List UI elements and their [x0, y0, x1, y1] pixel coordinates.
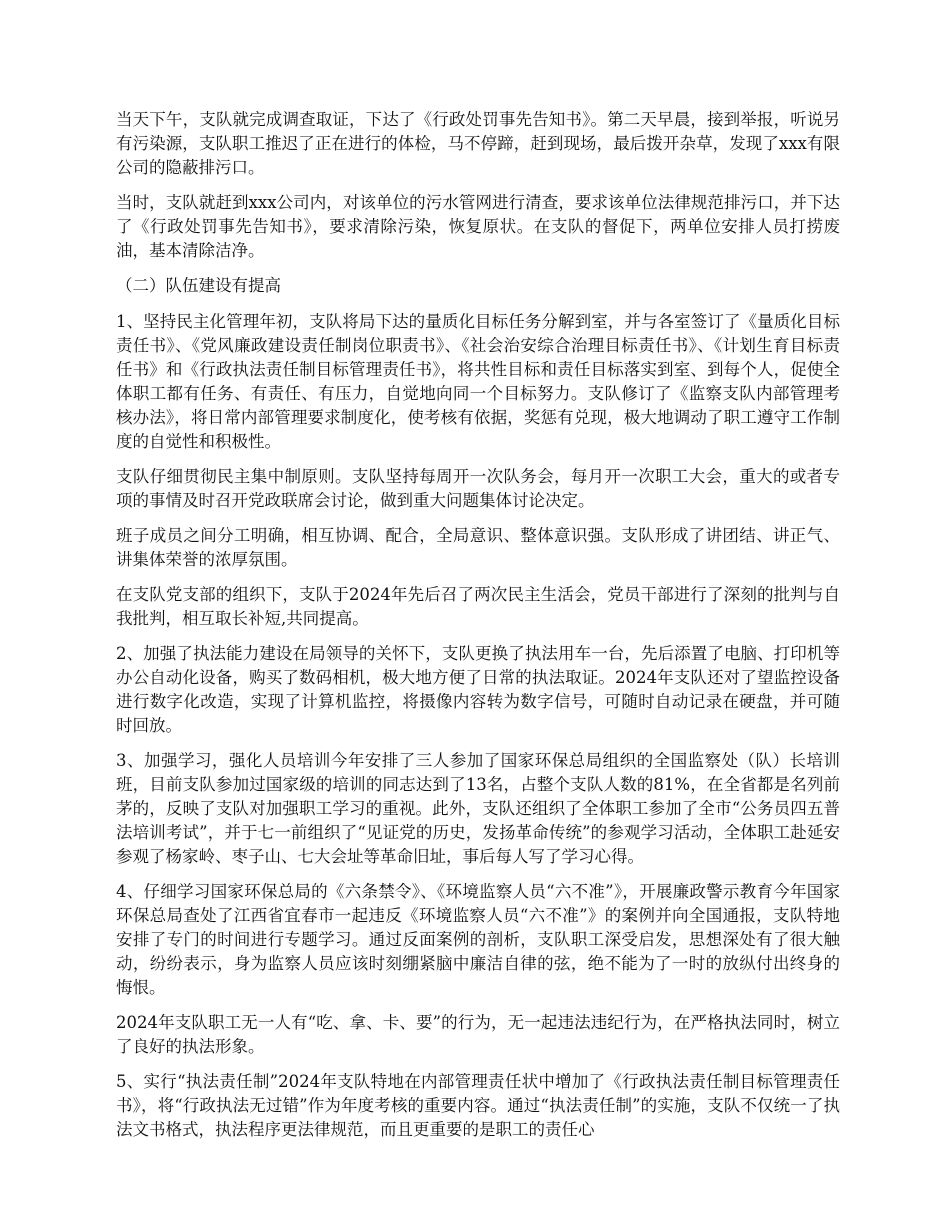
- paragraph-4: 支队仔细贯彻民主集中制原则。支队坚持每周开一次队务会，每月开一次职工大会，重大的或者专项的事情及时召开党政联席会讨论，做到重大问题集体讨论决定。: [116, 467, 840, 510]
- paragraph-10: 2024年支队职工无一人有“吃、拿、卡、要”的行为，无一起违法违纪行为，在严格执法同时，树立了良好的执法形象。: [116, 1013, 840, 1056]
- paragraph-7: 2、加强了执法能力建设在局领导的关怀下，支队更换了执法用车一台，先后添置了电脑、打印机等办公自动化设备，购买了数码相机，极大地方便了日常的执法取证。2024年支队还对了望监控设备进行数字化改造，实现了计算机监控，将摄像内容转为数字信号，可随时自动记录在硬盘，并可随时回放。: [116, 644, 840, 735]
- section-heading: （二）队伍建设有提高: [116, 276, 281, 295]
- paragraph-5: 班子成员之间分工明确，相互协调、配合，全局意识、整体意识强。支队形成了讲团结、讲正气、讲集体荣誉的浓厚氛围。: [116, 526, 840, 569]
- document-body: [116, 108, 840, 1153]
- paragraph-9: 4、仔细学习国家环保总局的《六条禁令》、《环境监察人员“六不准”》，开展廉政警示教育今年国家环保总局查处了江西省宜春市一起违反《环境监察人员“六不准”》的案例并向全国通报，支队特地安排了专门的时间进行专题学习。通过反面案例的剖析，支队职工深受启发，思想深处有了很大触动，纷纷表示，身为监察人员应该时刻绷紧脑中廉洁自律的弦，绝不能为了一时的放纵付出终身的悔恨。: [116, 882, 840, 997]
- paragraph-6: 在支队党支部的组织下，支队于2024年先后召了两次民主生活会，党员干部进行了深刻的批判与自我批判，相互取长补短,共同提高。: [116, 585, 840, 628]
- paragraph-8: 3、加强学习，强化人员培训今年安排了三人参加了国家环保总局组织的全国监察处（队）长培训班，目前支队参加过国家级的培训的同志达到了13名，占整个支队人数的81%，在全省都是名列前茅的，反映了支队对加强职工学习的重视。此外，支队还组织了全体职工参加了全市“公务员四五普法培训考试”，并于七一前组织了“见证党的历史，发扬革命传统”的参观学习活动，全体职工赴延安参观了杨家岭、枣子山、七大会址等革命旧址，事后每人写了学习心得。: [116, 751, 840, 866]
- paragraph-11: 5、实行“执法责任制”2024年支队特地在内部管理责任状中增加了《行政执法责任制目标管理责任书》，将“行政执法无过错”作为年度考核的重要内容。通过“执法责任制”的实施，支队不仅统一了执法文书格式，执法程序更法律规范，而且更重要的是职工的责任心: [116, 1072, 840, 1139]
- paragraph-1: 当天下午，支队就完成调查取证，下达了《行政处罚事先告知书》。第二天早晨，接到举报，听说另有污染源，支队职工推迟了正在进行的体检，马不停蹄，赶到现场，最后拨开杂草，发现了xxx有限公司的隐蔽排污口。: [116, 110, 840, 177]
- paragraph-3: 1、坚持民主化管理年初，支队将局下达的量质化目标任务分解到室，并与各室签订了《量质化目标责任书》、《党风廉政建设责任制岗位职责书》、《社会治安综合治理目标责任书》、《计划生育目标责任书》和《行政执法责任制目标管理责任书》，将共性目标和责任目标落实到室、到每个人，促使全体职工都有任务、有责任、有压力，自觉地向同一个目标努力。支队修订了《监察支队内部管理考核办法》，将日常内部管理要求制度化，使考核有依据，奖惩有兑现，极大地调动了职工遵守工作制度的自觉性和积极性。: [116, 312, 840, 451]
- paragraph-2: 当时，支队就赶到xxx公司内，对该单位的污水管网进行清查，要求该单位法律规范排污口，并下达了《行政处罚事先告知书》，要求清除污染，恢复原状。在支队的督促下，两单位安排人员打捞废油，基本清除洁净。: [116, 193, 840, 260]
